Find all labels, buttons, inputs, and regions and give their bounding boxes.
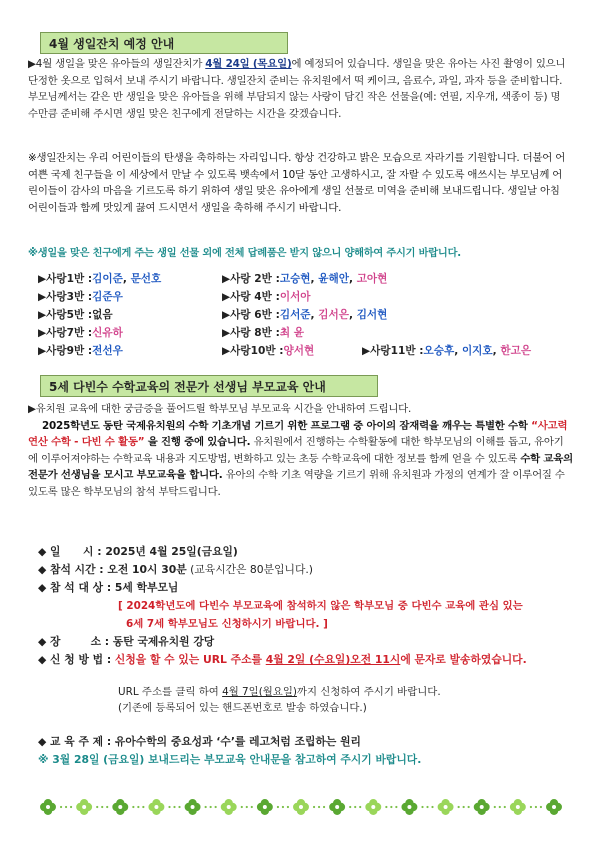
url-note-date: 4월 7일(월요일) <box>222 686 297 698</box>
class-label: ▶사랑3반 : <box>38 291 93 303</box>
class-label: ▶사랑 4반 : <box>222 291 280 303</box>
section1-paragraph2: ※생일잔치는 우리 어린이들의 탄생을 축하하는 자리입니다. 항상 건강하고 밝은 모습으로 자라기를 기원합니다. 더불어 어여쁜 국제 친구들을 이 세상에서 만날 수 있도록 뱃속에서 10달 동안 고생하시고, 잘 자랄 수 있도록 애쓰시는 부모님께 어린이들이 감사의 마음을 기르도록 하기 위하여 생일 맞은 유아에게 생일 선물로 미역을 준비해 보내드립니다. 생일날 아침 어린이들과 함께 맛있게 끓여 드시면서 생일을 축하해 주시기 바랍니다. <box>28 152 566 214</box>
class-entry <box>222 270 387 288</box>
event-target-row <box>38 579 178 597</box>
dot-icon <box>458 806 460 808</box>
target-note-line1: [ 2024학년도에 다빈수 부모교육에 참석하지 않은 학부모님 중 다빈수 교육에 관심 있는 <box>118 600 523 612</box>
method-label: ◆ 신 청 방 법 : <box>38 653 115 666</box>
class-label: ▶사랑10반 : <box>222 345 284 357</box>
class-entry <box>38 270 161 288</box>
name-separator: , <box>310 273 319 285</box>
clover-icon <box>76 799 92 815</box>
place-label: ◆ 장 소 : <box>38 635 113 648</box>
class-entry <box>362 342 531 360</box>
child-name: 양서현 <box>283 345 315 357</box>
clover-icon <box>329 799 345 815</box>
dot-icon <box>173 806 175 808</box>
dot-icon <box>287 806 289 808</box>
clover-icon <box>474 799 490 815</box>
clover-icon <box>40 799 56 815</box>
clover-border-icon <box>36 796 566 818</box>
child-name: 전선우 <box>92 345 123 357</box>
dot-icon <box>499 806 501 808</box>
child-name: 이서아 <box>279 291 311 303</box>
dot-icon <box>494 806 496 808</box>
place-value: 동탄 국제유치원 강당 <box>112 635 215 648</box>
class-entry <box>222 342 314 360</box>
date-value: 2025년 4월 25일(금요일) <box>105 545 238 558</box>
s2-text-f: 유아의 수학 기초 역량을 기르기 위해 유치원과 가정의 연계가 잘 이루어질 수 있도록 많은 학부모님의 참석 부탁드립니다. <box>28 469 565 498</box>
event-date-row <box>38 543 238 561</box>
child-name: 오승후 <box>423 345 455 357</box>
dot-icon <box>468 806 470 808</box>
dot-icon <box>241 806 243 808</box>
clover-icon <box>148 799 164 815</box>
dot-icon <box>349 806 351 808</box>
time-note: (교육시간은 80분입니다.) <box>186 563 314 576</box>
child-name: 한고은 <box>500 345 532 357</box>
class-label: ▶사랑1반 : <box>38 273 93 285</box>
dot-icon <box>65 806 67 808</box>
child-name: 김서현 <box>356 309 388 321</box>
class-label: ▶사랑 6반 : <box>222 309 280 321</box>
date-label: ◆ 일 시 : <box>38 545 106 558</box>
name-separator: , <box>122 273 131 285</box>
dot-icon <box>210 806 212 808</box>
dot-icon <box>137 806 139 808</box>
dot-icon <box>282 806 284 808</box>
child-name: 최 윤 <box>279 327 304 339</box>
child-name: 김서은 <box>318 309 349 321</box>
class-entry <box>38 342 123 360</box>
event-place-row <box>38 633 214 651</box>
clover-icon <box>293 799 309 815</box>
dot-icon <box>215 806 217 808</box>
child-name: 문선호 <box>130 273 162 285</box>
dot-icon <box>395 806 397 808</box>
class-label: ▶사랑11반 : <box>362 345 424 357</box>
dot-icon <box>96 806 98 808</box>
name-separator: , <box>454 345 462 357</box>
s2-text-c: 을 진행 중에 있습니다. <box>144 436 251 449</box>
class-label: ▶사랑 2반 : <box>222 273 280 285</box>
clover-icon <box>546 799 562 815</box>
topic-label: ◆ 교 육 주 제 : <box>38 735 115 748</box>
url-note-a: URL 주소를 클릭 하여 <box>118 686 223 698</box>
class-label: ▶사랑9반 : <box>38 345 93 357</box>
s2-text-e: 수학 교육의 전문가 선생님을 모시고 부모교육을 합니다. <box>28 452 573 482</box>
dot-icon <box>313 806 315 808</box>
birthday-date: 4월 24일 (목요일) <box>205 58 292 70</box>
class-entry <box>222 306 387 324</box>
method-text-a: 신청을 할 수 있는 URL 주소를 <box>114 653 266 666</box>
final-note: ※ 3월 28일 (금요일) 보내드리는 부모교육 안내문을 참고하여 주시기 바랍니다. <box>38 753 422 766</box>
dot-icon <box>504 806 506 808</box>
section1-paragraph1 <box>28 56 568 122</box>
dot-icon <box>354 806 356 808</box>
child-name: 윤해안 <box>318 273 349 285</box>
dot-icon <box>535 806 537 808</box>
class-entry <box>222 324 304 342</box>
child-name: 신유하 <box>92 327 123 339</box>
method-date: 4월 2일 (수요일)오전 11시 <box>265 653 401 666</box>
dot-icon <box>463 806 465 808</box>
clover-icon <box>438 799 454 815</box>
dot-icon <box>178 806 180 808</box>
target-value: 5세 학부모님 <box>114 581 179 594</box>
dot-icon <box>106 806 108 808</box>
dot-icon <box>101 806 103 808</box>
s2-text-b: 2025학년도 동탄 국제유치원의 수학 기초개념 기르기 위한 프로그램 중 아이의 잠재력을 깨우는 특별한 수학 <box>42 419 532 432</box>
target-label: ◆ 참 석 대 상 : <box>38 581 115 594</box>
dot-icon <box>421 806 423 808</box>
dot-icon <box>385 806 387 808</box>
class-label: ▶사랑5반 : <box>38 309 93 321</box>
s2-quote: “사고력 연산 수학 - 다빈 수 활동” <box>28 419 568 449</box>
name-separator: , <box>348 273 357 285</box>
clover-icon <box>257 799 273 815</box>
dot-icon <box>359 806 361 808</box>
clover-decoration <box>36 796 566 818</box>
url-note-line1 <box>118 684 441 701</box>
url-note-line2: (기존에 등록되어 있는 핸드폰번호로 발송 하였습니다.) <box>118 702 367 714</box>
name-separator: , <box>310 309 319 321</box>
dot-icon <box>431 806 433 808</box>
class-entry <box>222 288 311 306</box>
section1-title: 4월 생일잔치 예정 안내 <box>40 32 288 54</box>
dot-icon <box>132 806 134 808</box>
child-name: 이지호 <box>461 345 493 357</box>
clover-icon <box>112 799 128 815</box>
dot-icon <box>318 806 320 808</box>
child-name: 김이준 <box>92 273 123 285</box>
child-name: 김준우 <box>92 291 123 303</box>
dot-icon <box>205 806 207 808</box>
clover-icon <box>221 799 237 815</box>
topic-value: 유아수학의 중요성과 ‘수’를 레고처럼 조립하는 원리 <box>114 735 361 748</box>
dot-icon <box>277 806 279 808</box>
class-entry <box>38 306 113 324</box>
p1-text-b: 에 예정되어 있습니다. 생일을 맞은 유아는 사진 촬영이 있으니 단정한 옷으로 입혀서 보내 주시기 바랍니다. 생일잔치 준비는 유치원에서 떡 케이크, 음료수, 과일, 과자 등을 준비합니다. 부모님께서는 같은 반 생일을 맞은 유아들을 위해 부담되지 않는 사랑이 담긴 작은 선물을(예: 연필, 지우개, 색종이 등) 명수만큼 준비해 주시면 생일 맞은 친구에게 전달하는 시간을 갖겠습니다. <box>28 58 566 120</box>
dot-icon <box>142 806 144 808</box>
class-entry <box>38 324 123 342</box>
method-text-b: 에 문자로 발송하였습니다. <box>400 653 527 666</box>
name-separator: , <box>492 345 501 357</box>
dot-icon <box>168 806 170 808</box>
target-note-line2: 6세 7세 학부모님도 신청하시기 바랍니다. ] <box>126 618 328 630</box>
class-entry <box>38 288 123 306</box>
section2-title: 5세 다빈수 수학교육의 전문가 선생님 부모교육 안내 <box>40 375 378 397</box>
dot-icon <box>426 806 428 808</box>
clover-icon <box>510 799 526 815</box>
child-name: 고승현 <box>279 273 311 285</box>
dot-icon <box>60 806 62 808</box>
dot-icon <box>251 806 253 808</box>
dot-icon <box>323 806 325 808</box>
section1-paragraph3: ※생일을 맞은 친구에게 주는 생일 선물 외에 전체 답례품은 받지 않으니 양해하여 주시기 바랍니다. <box>28 248 461 259</box>
name-separator: 없음 <box>92 309 113 321</box>
s2-text-d: 유치원에서 진행하는 수학활동에 대한 학부모님의 이해를 돕고, 유아기에 이루어져야하는 수학교육 내용과 지도방법, 변화하고 있는 초등 수학교육에 대한 정보를 함께 얻을 수 있도록 <box>28 436 564 465</box>
p1-text-a: ▶4월 생일을 맞은 유아들의 생일잔치가 <box>28 58 206 70</box>
time-value: 오전 10시 30분 <box>107 563 187 576</box>
url-note-b: 까지 신청하여 주시기 바랍니다. <box>296 686 441 698</box>
class-label: ▶사랑 8반 : <box>222 327 280 339</box>
s2-text-a: ▶유치원 교육에 대한 궁금증을 풀어드릴 학부모님 부모교육 시간을 안내하여 드립니다. <box>28 403 412 415</box>
name-separator: , <box>348 309 357 321</box>
event-time-row <box>38 561 313 579</box>
event-topic-row <box>38 733 361 751</box>
dot-icon <box>540 806 542 808</box>
dot-icon <box>530 806 532 808</box>
time-label: ◆ 참석 시간 : <box>38 563 108 576</box>
child-name: 고아현 <box>356 273 388 285</box>
section2-paragraph <box>28 401 573 501</box>
class-label: ▶사랑7반 : <box>38 327 93 339</box>
event-method-row <box>38 651 527 669</box>
dot-icon <box>390 806 392 808</box>
clover-icon <box>365 799 381 815</box>
clover-icon <box>401 799 417 815</box>
dot-icon <box>246 806 248 808</box>
dot-icon <box>70 806 72 808</box>
child-name: 김서준 <box>279 309 311 321</box>
clover-icon <box>185 799 201 815</box>
